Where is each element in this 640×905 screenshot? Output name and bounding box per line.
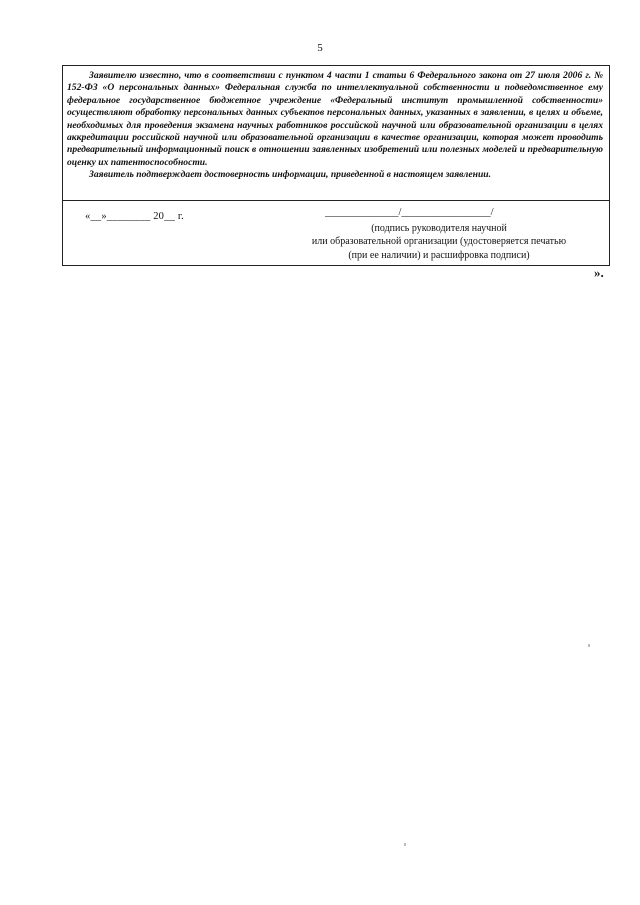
personal-data-consent-paragraph: Заявителю известно, что в соответствии с пунктом 4 части 1 статьи 6 Федерального закона от 27 июля 2006 г. № 152-ФЗ «О персональных данных» Федеральная служба по интеллектуальной собственности и подведомственное ему федеральное государственное бюджетное учреждение «Федеральный институт промышленной собственности» осуществляют обработку персональных данных субъектов персональных данных, указанных в заявлении, в целях и объеме, необходимых для проведения экзамена научных работников российской научной или образовательной организации в целях аккредитации российской научной или образовательной организации в качестве организации, которая может проводить предварительный информационный поиск в отношении заявленных изобретений или полезных моделей и предварительную оценку их патентоспособности. bbox=[67, 70, 603, 168]
signature-caption-line: (при ее наличии) и расшифровка подписи) bbox=[348, 249, 530, 261]
scan-speck bbox=[588, 644, 590, 647]
signature-caption bbox=[289, 222, 589, 262]
page-number: 5 bbox=[317, 42, 323, 54]
signature-caption-line: или образовательной организации (удостоверяется печатью bbox=[311, 236, 567, 248]
signature-caption-line: (подпись руководителя научной bbox=[371, 223, 507, 234]
signature-field: ______________/_________________/ bbox=[325, 207, 494, 218]
closing-quote: ». bbox=[594, 265, 604, 280]
date-field: «__»________ 20__ г. bbox=[85, 211, 184, 222]
consent-statement bbox=[63, 70, 609, 182]
consent-form-box bbox=[62, 65, 610, 266]
accuracy-confirmation-paragraph: Заявитель подтверждает достоверность информации, приведенной в настоящем заявлении. bbox=[89, 169, 492, 181]
scan-speck bbox=[404, 843, 406, 846]
section-divider bbox=[63, 200, 609, 201]
